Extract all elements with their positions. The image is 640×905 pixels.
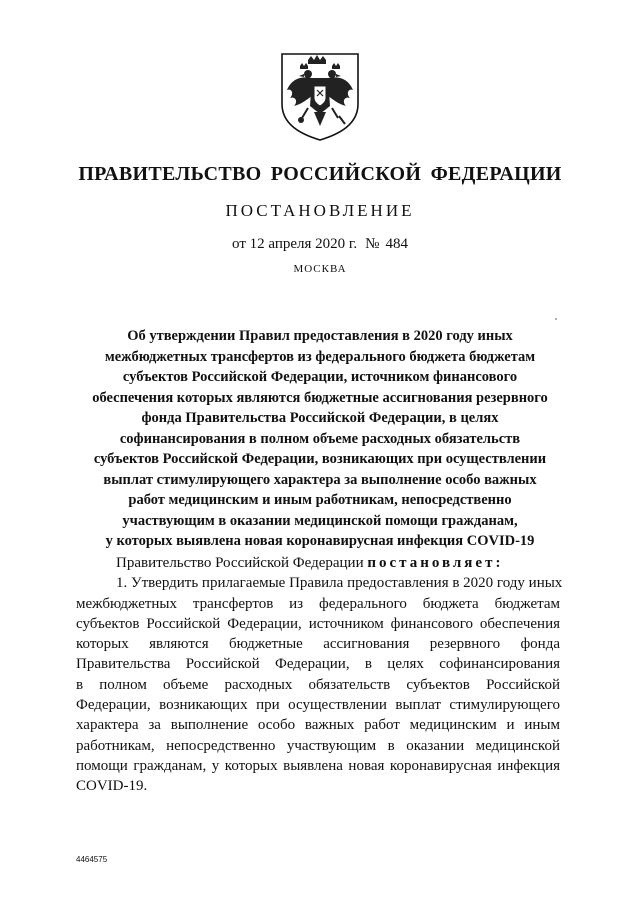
- heading-line: межбюджетных трансфертов из федерального бюджета бюджетам: [104, 348, 536, 365]
- document-code: 4464575: [76, 855, 108, 864]
- heading-line: Об утверждении Правил предоставления в 2020 году иных: [127, 328, 513, 344]
- paragraph-line: Правительства Российской Федерации, в целях софинансирования: [76, 656, 560, 673]
- heading-line: субъектов Российской Федерации, источником финансового: [122, 369, 518, 385]
- paragraph-1: [76, 573, 563, 796]
- heading-line: выплат стимулирующего характера за выполнение особо важных: [103, 471, 537, 488]
- heading-line: у которых выявлена новая коронавирусная инфекция COVID-19: [105, 533, 535, 549]
- paragraph-line: 1. Утвердить прилагаемые Правила предоставления в 2020 году иных: [116, 575, 563, 592]
- heading-line: участвующим в оказании медицинской помощи гражданам,: [122, 512, 518, 529]
- document-type: ПОСТАНОВЛЕНИЕ: [225, 201, 415, 220]
- document-body: [76, 553, 563, 797]
- paragraph-line: помощи гражданам, у которых выявлена новая коронавирусная инфекция: [76, 757, 560, 774]
- paragraph-line: характера за выполнение особо важных работ медицинским и иным: [76, 717, 560, 734]
- paragraph-line: Федерации, возникающих при осуществлении выплат стимулирующего: [76, 697, 560, 714]
- paragraph-line: работникам, непосредственно участвующим в оказании медицинской: [76, 737, 560, 754]
- document-number-label: №: [365, 236, 380, 252]
- document-date: от 12 апреля 2020 г.: [232, 236, 358, 252]
- decree-intro: Правительство Российской Федерации: [116, 555, 364, 571]
- paragraph-line: COVID-19.: [76, 778, 148, 795]
- decree-verb: постановляет:: [367, 555, 504, 571]
- heading-line: софинансирования в полном объеме расходных обязательств: [119, 430, 521, 447]
- document-heading: [0, 326, 640, 552]
- heading-line: обеспечения которых являются бюджетные ассигнования резервного: [92, 389, 548, 406]
- city-label: МОСКВА: [293, 263, 347, 275]
- scan-speck: [555, 318, 557, 320]
- heading-line: работ медицинским и иным работникам, непосредственно: [128, 492, 512, 508]
- heading-line: фонда Правительства Российской Федерации, в целях: [141, 410, 499, 426]
- paragraph-line: межбюджетных трансфертов из федерального бюджета бюджетам: [76, 595, 560, 612]
- heading-line: субъектов Российской Федерации, возникающих при осуществлении: [93, 451, 547, 467]
- paragraph-line: которых являются бюджетные ассигнования резервного фонда: [76, 636, 560, 653]
- paragraph-line: субъектов Российской Федерации, источником финансового обеспечения: [76, 615, 560, 632]
- decree-intro-line: [76, 553, 560, 573]
- coat-of-arms-emblem-icon: [278, 50, 362, 142]
- government-title: ПРАВИТЕЛЬСТВО РОССИЙСКОЙ ФЕДЕРАЦИИ: [78, 163, 562, 185]
- document-date-line: [0, 236, 640, 253]
- document-number: 484: [385, 236, 408, 252]
- paragraph-line: в полном объеме расходных обязательств субъектов Российской: [76, 676, 560, 693]
